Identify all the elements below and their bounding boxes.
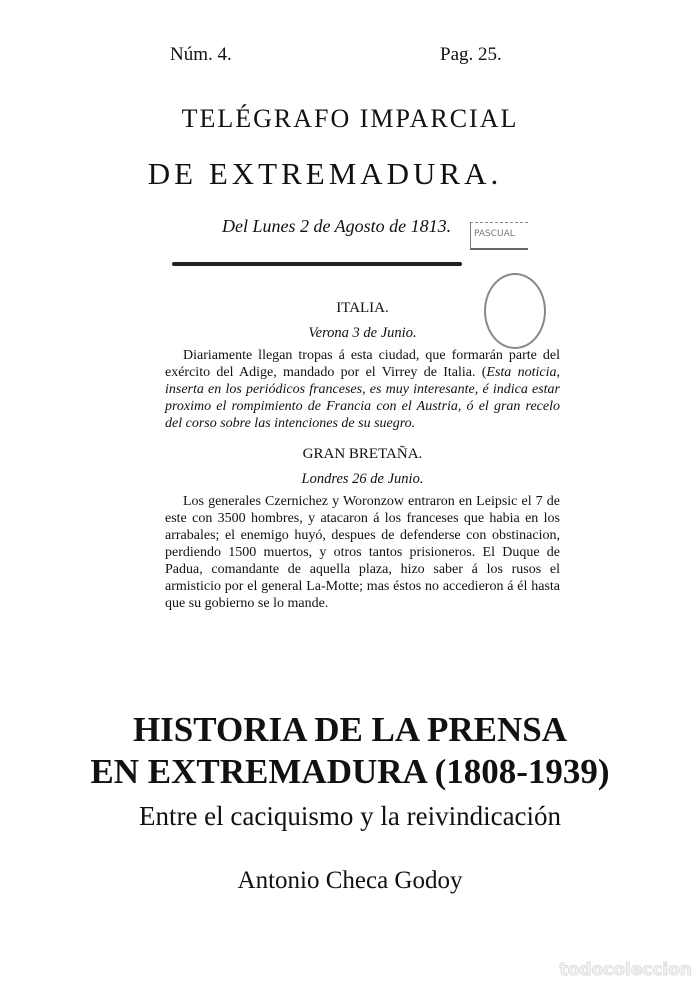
book-title-line1: HISTORIA DE LA PRENSA [132, 710, 568, 749]
newspaper-title-line2: DE EXTREMADURA. [147, 156, 503, 191]
issue-number: Núm. 4. [170, 44, 232, 65]
section-place-gran-bretana: Londres 26 de Junio. [301, 471, 424, 487]
page-number: Pag. 25. [440, 44, 502, 65]
newspaper-body [165, 298, 560, 624]
section-text-italia [165, 347, 560, 432]
book-author: Antonio Checa Godoy [237, 867, 463, 894]
text-plain: Los generales Czernichez y Woronzow entraron en Leipsic el 7 de este con 3500 hombres, y atacaron á los franceses que habia en los arrabales; el enemigo huyó, despues de defenderse con obstinacion, perdiendo 1500 muertos, y otros tantos prisioneros. El Duque de Padua, comandante de aquella plaza, hizo saber á los rusos el armisticio por el general La-Motte; mas éstos no accedieron á él hasta que su gobierno se lo mande. [165, 494, 560, 611]
book-title-line2: EN EXTREMADURA (1808-1939) [90, 752, 610, 791]
newspaper-dateline: Del Lunes 2 de Agosto de 1813. [222, 216, 452, 236]
newspaper-title-line1: TELÉGRAFO IMPARCIAL [181, 104, 519, 133]
book-subtitle: Entre el caciquismo y la reivindicación [138, 801, 562, 831]
text-plain: Diariamente llegan tropas á esta ciudad, que formarán parte del exército del Adige, mandado por el Virrey de Italia. ( [165, 348, 560, 380]
library-stamp: PASCUAL [470, 222, 528, 250]
section-text-gran-bretana [165, 493, 560, 612]
header-rule [172, 262, 462, 266]
section-place-italia: Verona 3 de Junio. [308, 325, 417, 341]
section-heading-gran-bretana: GRAN BRETAÑA. [302, 446, 423, 462]
watermark: todocoleccion [559, 960, 692, 980]
section-heading-italia: ITALIA. [336, 300, 389, 316]
text-italic: Esta noticia, inserta en los periódicos franceses, es muy interesante, é indica estar proximo el rompimiento de Francia con el Austria, ó el gran recelo del corso sobre las intenciones de su suegro. [165, 365, 560, 431]
